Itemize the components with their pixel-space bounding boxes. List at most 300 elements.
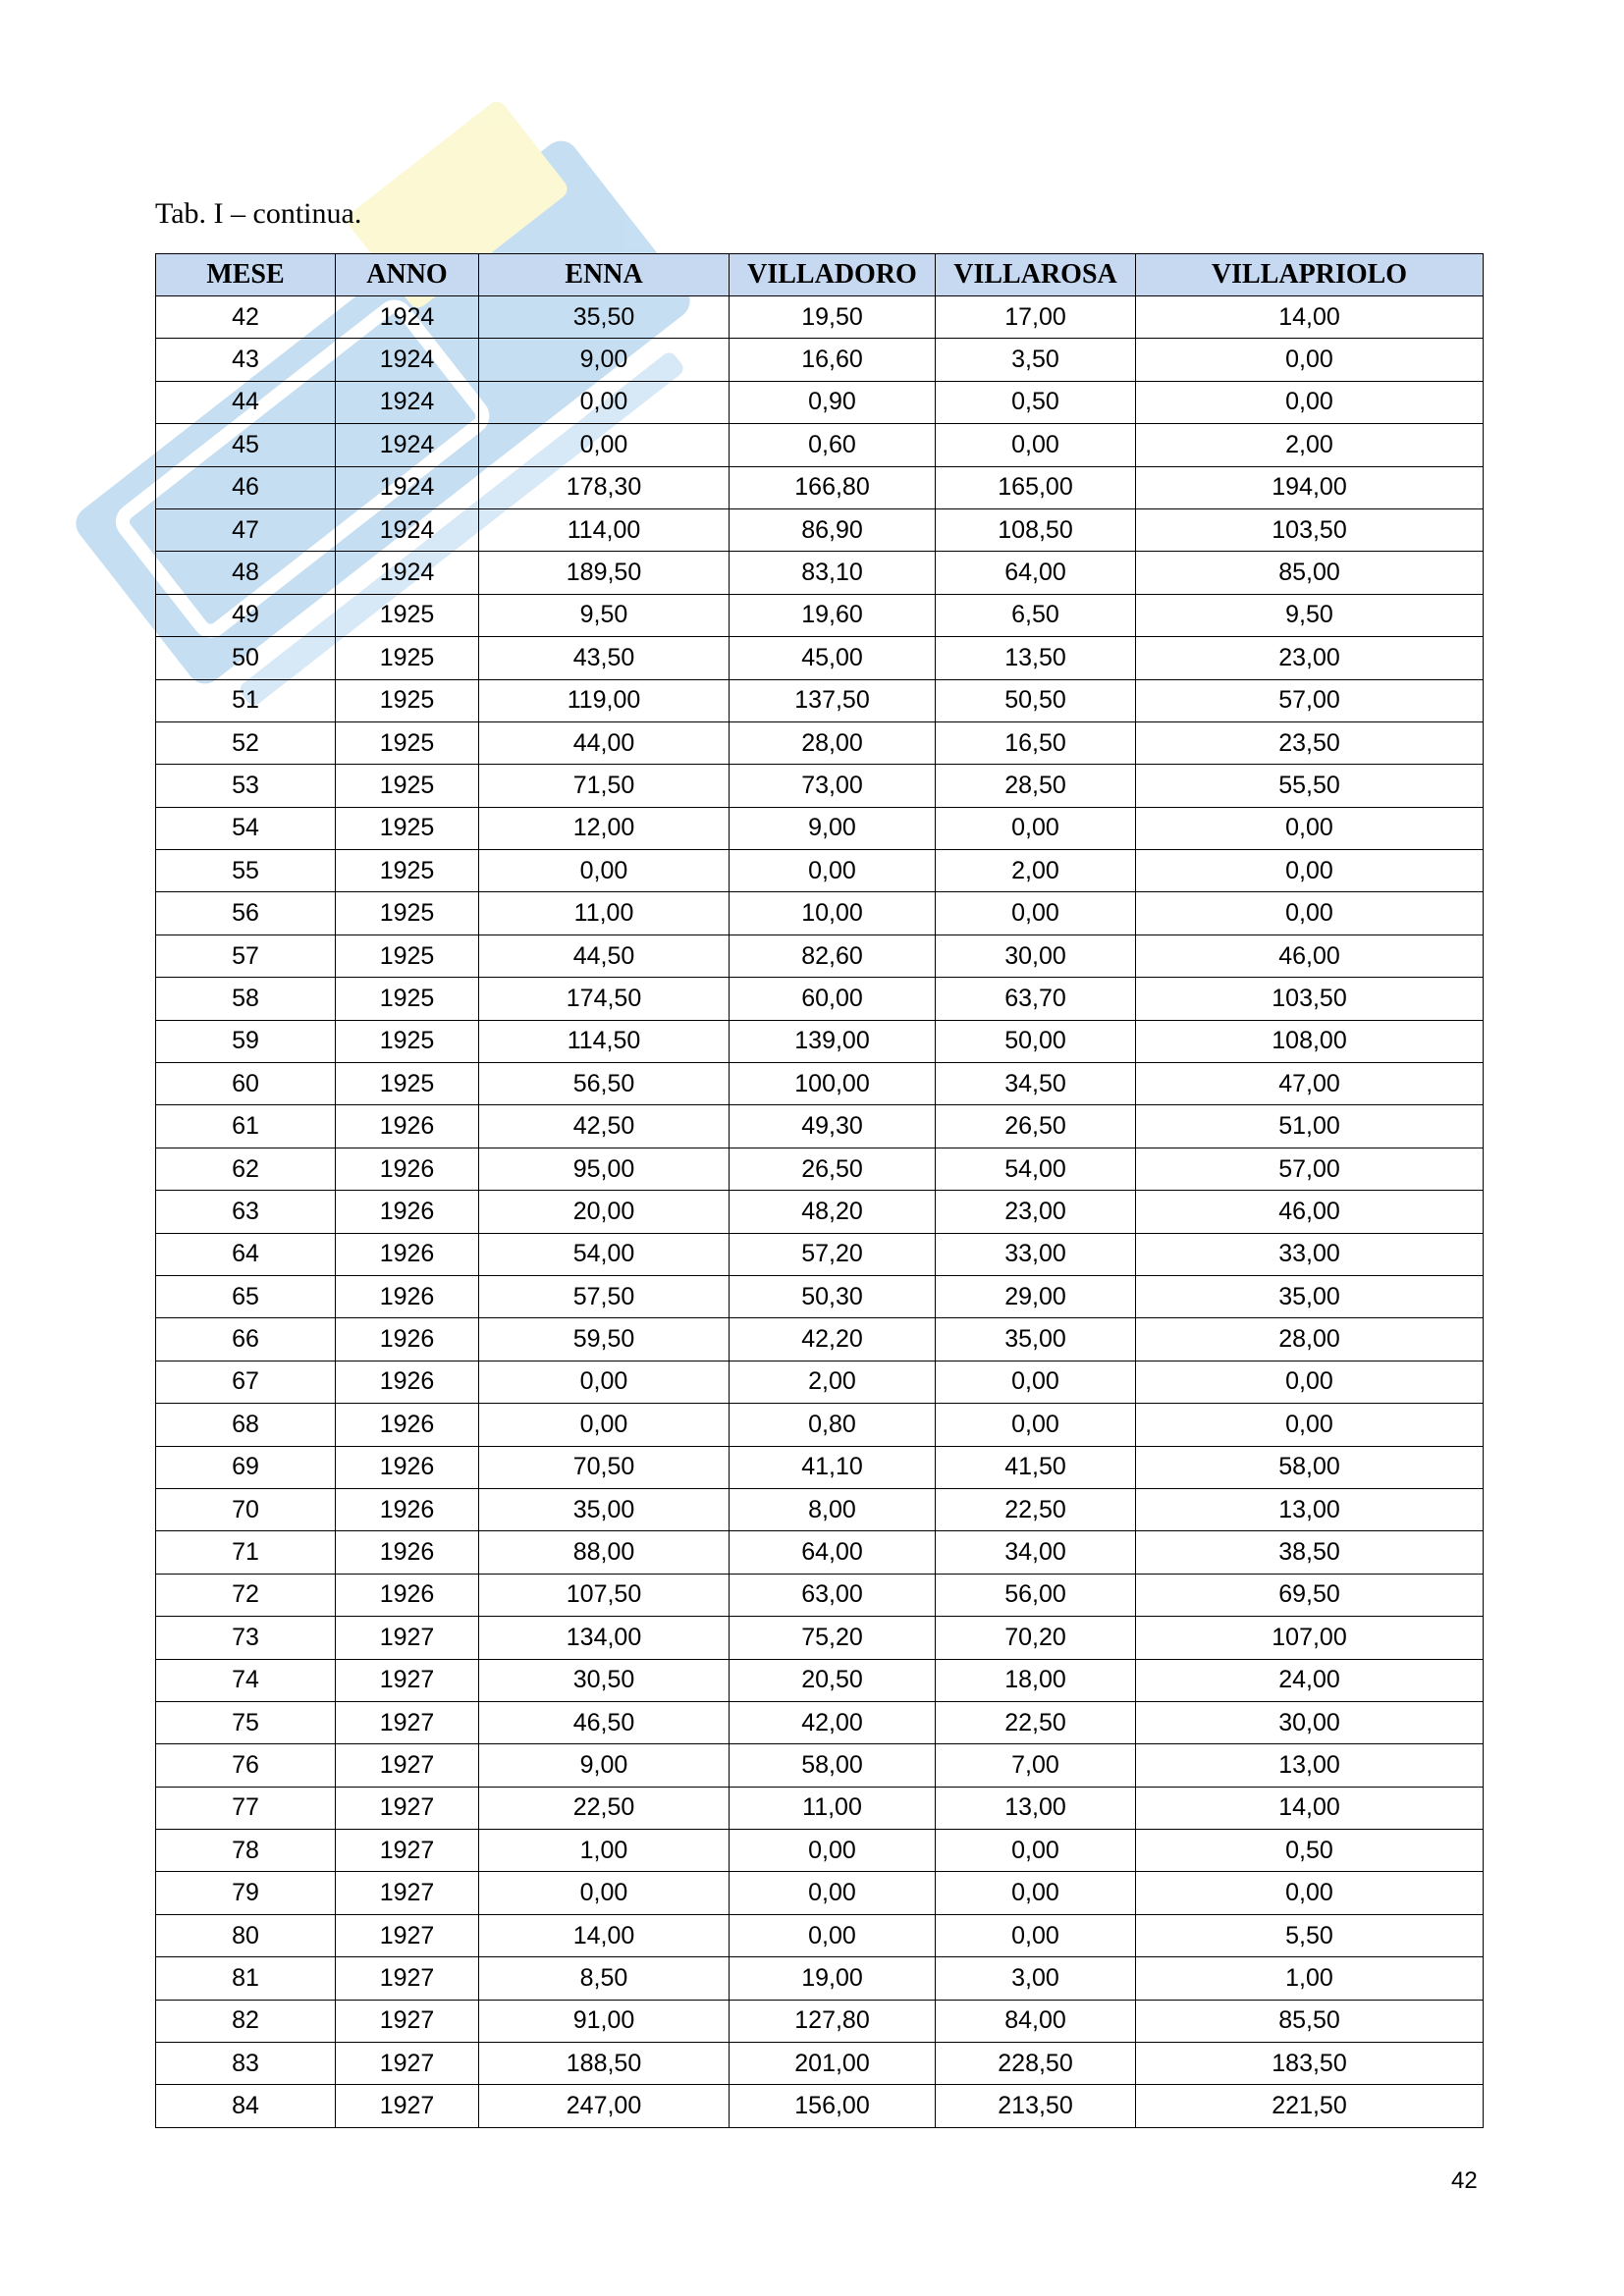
- cell-villapriolo: 23,50: [1136, 721, 1484, 764]
- cell-enna: 9,00: [479, 339, 730, 381]
- table-body: [156, 296, 1484, 2128]
- table-row: [156, 721, 1484, 764]
- cell-enna: 107,50: [479, 1574, 730, 1616]
- table-row: [156, 934, 1484, 977]
- table-row: [156, 1744, 1484, 1787]
- cell-anno: 1927: [336, 1957, 479, 2000]
- cell-anno: 1924: [336, 466, 479, 508]
- cell-villadoro: 28,00: [730, 721, 936, 764]
- cell-villarosa: 63,70: [936, 978, 1136, 1020]
- cell-villapriolo: 14,00: [1136, 1787, 1484, 1829]
- cell-mese: 71: [156, 1531, 336, 1574]
- cell-mese: 63: [156, 1191, 336, 1233]
- cell-anno: 1925: [336, 765, 479, 807]
- cell-villapriolo: 221,50: [1136, 2085, 1484, 2127]
- cell-enna: 134,00: [479, 1617, 730, 1659]
- cell-villarosa: 228,50: [936, 2043, 1136, 2085]
- cell-villapriolo: 1,00: [1136, 1957, 1484, 2000]
- cell-enna: 88,00: [479, 1531, 730, 1574]
- cell-villarosa: 22,50: [936, 1488, 1136, 1530]
- cell-mese: 80: [156, 1914, 336, 1956]
- cell-mese: 53: [156, 765, 336, 807]
- cell-villapriolo: 0,00: [1136, 807, 1484, 849]
- cell-enna: 0,00: [479, 381, 730, 423]
- table-row: [156, 1020, 1484, 1062]
- table-row: [156, 1446, 1484, 1488]
- table-row: [156, 1275, 1484, 1317]
- cell-villadoro: 86,90: [730, 508, 936, 551]
- cell-mese: 49: [156, 594, 336, 636]
- cell-villadoro: 139,00: [730, 1020, 936, 1062]
- cell-villarosa: 54,00: [936, 1148, 1136, 1190]
- table-row: [156, 637, 1484, 679]
- cell-villarosa: 22,50: [936, 1701, 1136, 1743]
- cell-villapriolo: 13,00: [1136, 1488, 1484, 1530]
- cell-anno: 1927: [336, 1787, 479, 1829]
- cell-villadoro: 2,00: [730, 1361, 936, 1403]
- cell-villarosa: 70,20: [936, 1617, 1136, 1659]
- cell-villadoro: 45,00: [730, 637, 936, 679]
- cell-villapriolo: 103,50: [1136, 508, 1484, 551]
- cell-enna: 12,00: [479, 807, 730, 849]
- cell-anno: 1925: [336, 1020, 479, 1062]
- cell-mese: 44: [156, 381, 336, 423]
- cell-villadoro: 63,00: [730, 1574, 936, 1616]
- cell-mese: 74: [156, 1659, 336, 1701]
- cell-villarosa: 108,50: [936, 508, 1136, 551]
- header-villarosa: VILLAROSA: [936, 254, 1136, 296]
- cell-anno: 1927: [336, 1830, 479, 1872]
- cell-anno: 1926: [336, 1361, 479, 1403]
- cell-villarosa: 64,00: [936, 552, 1136, 594]
- cell-enna: 189,50: [479, 552, 730, 594]
- cell-mese: 70: [156, 1488, 336, 1530]
- cell-villarosa: 3,50: [936, 339, 1136, 381]
- cell-anno: 1927: [336, 1744, 479, 1787]
- cell-anno: 1925: [336, 892, 479, 934]
- cell-villadoro: 75,20: [730, 1617, 936, 1659]
- table-row: [156, 1659, 1484, 1701]
- cell-villarosa: 50,00: [936, 1020, 1136, 1062]
- table-row: [156, 1063, 1484, 1105]
- cell-villadoro: 82,60: [730, 934, 936, 977]
- cell-mese: 61: [156, 1105, 336, 1148]
- cell-mese: 54: [156, 807, 336, 849]
- cell-villadoro: 137,50: [730, 679, 936, 721]
- cell-villarosa: 213,50: [936, 2085, 1136, 2127]
- cell-villapriolo: 13,00: [1136, 1744, 1484, 1787]
- cell-villapriolo: 0,00: [1136, 339, 1484, 381]
- cell-anno: 1927: [336, 2000, 479, 2042]
- cell-mese: 84: [156, 2085, 336, 2127]
- cell-enna: 0,00: [479, 1872, 730, 1914]
- cell-mese: 67: [156, 1361, 336, 1403]
- cell-enna: 0,00: [479, 1361, 730, 1403]
- cell-anno: 1927: [336, 1914, 479, 1956]
- cell-villarosa: 56,00: [936, 1574, 1136, 1616]
- table-row: [156, 1361, 1484, 1403]
- cell-villarosa: 41,50: [936, 1446, 1136, 1488]
- cell-enna: 14,00: [479, 1914, 730, 1956]
- cell-villarosa: 33,00: [936, 1233, 1136, 1275]
- cell-mese: 62: [156, 1148, 336, 1190]
- table-header-row: [156, 254, 1484, 296]
- cell-mese: 45: [156, 424, 336, 466]
- cell-anno: 1926: [336, 1488, 479, 1530]
- cell-anno: 1925: [336, 850, 479, 892]
- cell-villapriolo: 0,00: [1136, 381, 1484, 423]
- cell-enna: 114,00: [479, 508, 730, 551]
- cell-enna: 43,50: [479, 637, 730, 679]
- cell-mese: 58: [156, 978, 336, 1020]
- cell-villarosa: 30,00: [936, 934, 1136, 977]
- header-villadoro: VILLADORO: [730, 254, 936, 296]
- cell-villadoro: 58,00: [730, 1744, 936, 1787]
- cell-villarosa: 17,00: [936, 296, 1136, 339]
- cell-mese: 55: [156, 850, 336, 892]
- cell-villapriolo: 85,50: [1136, 2000, 1484, 2042]
- cell-mese: 43: [156, 339, 336, 381]
- cell-enna: 56,50: [479, 1063, 730, 1105]
- cell-mese: 57: [156, 934, 336, 977]
- cell-mese: 68: [156, 1404, 336, 1446]
- cell-villapriolo: 108,00: [1136, 1020, 1484, 1062]
- table-row: [156, 1957, 1484, 2000]
- table-row: [156, 2043, 1484, 2085]
- cell-villapriolo: 5,50: [1136, 1914, 1484, 1956]
- cell-villadoro: 50,30: [730, 1275, 936, 1317]
- cell-villapriolo: 35,00: [1136, 1275, 1484, 1317]
- table-row: [156, 424, 1484, 466]
- cell-enna: 35,00: [479, 1488, 730, 1530]
- table-row: [156, 1701, 1484, 1743]
- cell-enna: 0,00: [479, 850, 730, 892]
- table-row: [156, 1830, 1484, 1872]
- cell-enna: 30,50: [479, 1659, 730, 1701]
- cell-villadoro: 57,20: [730, 1233, 936, 1275]
- cell-enna: 114,50: [479, 1020, 730, 1062]
- cell-villapriolo: 30,00: [1136, 1701, 1484, 1743]
- cell-villadoro: 0,00: [730, 850, 936, 892]
- cell-mese: 60: [156, 1063, 336, 1105]
- table-row: [156, 892, 1484, 934]
- table-row: [156, 1318, 1484, 1361]
- cell-villarosa: 2,00: [936, 850, 1136, 892]
- cell-villadoro: 19,00: [730, 1957, 936, 2000]
- cell-villarosa: 165,00: [936, 466, 1136, 508]
- cell-villadoro: 49,30: [730, 1105, 936, 1148]
- cell-villapriolo: 23,00: [1136, 637, 1484, 679]
- cell-villadoro: 156,00: [730, 2085, 936, 2127]
- cell-enna: 71,50: [479, 765, 730, 807]
- cell-villarosa: 29,00: [936, 1275, 1136, 1317]
- table-row: [156, 1914, 1484, 1956]
- cell-anno: 1924: [336, 381, 479, 423]
- cell-villarosa: 0,00: [936, 1361, 1136, 1403]
- table-row: [156, 2085, 1484, 2127]
- cell-enna: 1,00: [479, 1830, 730, 1872]
- cell-villadoro: 0,00: [730, 1914, 936, 1956]
- table-row: [156, 2000, 1484, 2042]
- cell-mese: 78: [156, 1830, 336, 1872]
- cell-villadoro: 42,20: [730, 1318, 936, 1361]
- cell-anno: 1927: [336, 1872, 479, 1914]
- cell-enna: 91,00: [479, 2000, 730, 2042]
- cell-anno: 1924: [336, 424, 479, 466]
- cell-villadoro: 20,50: [730, 1659, 936, 1701]
- cell-villarosa: 18,00: [936, 1659, 1136, 1701]
- cell-villadoro: 64,00: [730, 1531, 936, 1574]
- cell-mese: 56: [156, 892, 336, 934]
- cell-enna: 11,00: [479, 892, 730, 934]
- cell-villadoro: 16,60: [730, 339, 936, 381]
- cell-enna: 247,00: [479, 2085, 730, 2127]
- cell-villapriolo: 69,50: [1136, 1574, 1484, 1616]
- cell-villapriolo: 46,00: [1136, 1191, 1484, 1233]
- cell-villadoro: 0,60: [730, 424, 936, 466]
- cell-villapriolo: 55,50: [1136, 765, 1484, 807]
- cell-anno: 1925: [336, 978, 479, 1020]
- cell-villarosa: 28,50: [936, 765, 1136, 807]
- cell-anno: 1926: [336, 1233, 479, 1275]
- cell-anno: 1926: [336, 1318, 479, 1361]
- cell-villarosa: 0,00: [936, 1830, 1136, 1872]
- cell-anno: 1926: [336, 1191, 479, 1233]
- cell-anno: 1924: [336, 296, 479, 339]
- cell-villadoro: 9,00: [730, 807, 936, 849]
- cell-mese: 73: [156, 1617, 336, 1659]
- cell-enna: 9,50: [479, 594, 730, 636]
- cell-mese: 42: [156, 296, 336, 339]
- cell-villarosa: 0,00: [936, 807, 1136, 849]
- cell-anno: 1926: [336, 1446, 479, 1488]
- cell-villarosa: 23,00: [936, 1191, 1136, 1233]
- cell-villapriolo: 85,00: [1136, 552, 1484, 594]
- cell-anno: 1927: [336, 2085, 479, 2127]
- cell-villarosa: 6,50: [936, 594, 1136, 636]
- table-row: [156, 339, 1484, 381]
- cell-villapriolo: 183,50: [1136, 2043, 1484, 2085]
- cell-anno: 1926: [336, 1404, 479, 1446]
- cell-villapriolo: 0,00: [1136, 1872, 1484, 1914]
- table-row: [156, 1531, 1484, 1574]
- cell-mese: 47: [156, 508, 336, 551]
- table-row: [156, 296, 1484, 339]
- cell-mese: 48: [156, 552, 336, 594]
- cell-villarosa: 0,50: [936, 381, 1136, 423]
- cell-villarosa: 7,00: [936, 1744, 1136, 1787]
- cell-enna: 178,30: [479, 466, 730, 508]
- cell-mese: 65: [156, 1275, 336, 1317]
- cell-enna: 54,00: [479, 1233, 730, 1275]
- cell-enna: 57,50: [479, 1275, 730, 1317]
- cell-anno: 1926: [336, 1275, 479, 1317]
- cell-anno: 1925: [336, 934, 479, 977]
- cell-enna: 42,50: [479, 1105, 730, 1148]
- header-mese: MESE: [156, 254, 336, 296]
- cell-mese: 59: [156, 1020, 336, 1062]
- cell-villadoro: 8,00: [730, 1488, 936, 1530]
- cell-villarosa: 35,00: [936, 1318, 1136, 1361]
- cell-anno: 1926: [336, 1531, 479, 1574]
- cell-villadoro: 48,20: [730, 1191, 936, 1233]
- cell-anno: 1927: [336, 2043, 479, 2085]
- cell-anno: 1924: [336, 508, 479, 551]
- cell-villadoro: 0,90: [730, 381, 936, 423]
- table-row: [156, 807, 1484, 849]
- cell-villarosa: 0,00: [936, 1914, 1136, 1956]
- cell-enna: 35,50: [479, 296, 730, 339]
- cell-anno: 1927: [336, 1659, 479, 1701]
- cell-villadoro: 201,00: [730, 2043, 936, 2085]
- cell-villapriolo: 107,00: [1136, 1617, 1484, 1659]
- cell-villadoro: 26,50: [730, 1148, 936, 1190]
- cell-villapriolo: 58,00: [1136, 1446, 1484, 1488]
- cell-mese: 82: [156, 2000, 336, 2042]
- cell-enna: 174,50: [479, 978, 730, 1020]
- cell-anno: 1925: [336, 637, 479, 679]
- cell-enna: 59,50: [479, 1318, 730, 1361]
- cell-anno: 1925: [336, 679, 479, 721]
- cell-villadoro: 0,00: [730, 1872, 936, 1914]
- cell-anno: 1924: [336, 339, 479, 381]
- cell-villapriolo: 14,00: [1136, 296, 1484, 339]
- cell-villadoro: 127,80: [730, 2000, 936, 2042]
- cell-villapriolo: 57,00: [1136, 679, 1484, 721]
- cell-anno: 1926: [336, 1148, 479, 1190]
- table-row: [156, 978, 1484, 1020]
- cell-villarosa: 0,00: [936, 892, 1136, 934]
- cell-villarosa: 13,50: [936, 637, 1136, 679]
- table-row: [156, 1404, 1484, 1446]
- cell-villarosa: 34,00: [936, 1531, 1136, 1574]
- cell-anno: 1925: [336, 807, 479, 849]
- cell-mese: 79: [156, 1872, 336, 1914]
- cell-villapriolo: 194,00: [1136, 466, 1484, 508]
- cell-mese: 72: [156, 1574, 336, 1616]
- cell-villarosa: 16,50: [936, 721, 1136, 764]
- cell-mese: 50: [156, 637, 336, 679]
- cell-villapriolo: 103,50: [1136, 978, 1484, 1020]
- table-row: [156, 1787, 1484, 1829]
- header-anno: ANNO: [336, 254, 479, 296]
- cell-enna: 95,00: [479, 1148, 730, 1190]
- table-row: [156, 679, 1484, 721]
- cell-villapriolo: 47,00: [1136, 1063, 1484, 1105]
- table-row: [156, 765, 1484, 807]
- cell-mese: 76: [156, 1744, 336, 1787]
- cell-mese: 75: [156, 1701, 336, 1743]
- cell-villarosa: 34,50: [936, 1063, 1136, 1105]
- cell-villarosa: 0,00: [936, 1404, 1136, 1446]
- cell-anno: 1926: [336, 1105, 479, 1148]
- header-villapriolo: VILLAPRIOLO: [1136, 254, 1484, 296]
- cell-mese: 64: [156, 1233, 336, 1275]
- cell-villadoro: 10,00: [730, 892, 936, 934]
- cell-enna: 70,50: [479, 1446, 730, 1488]
- cell-villarosa: 0,00: [936, 424, 1136, 466]
- cell-villadoro: 19,50: [730, 296, 936, 339]
- cell-enna: 9,00: [479, 1744, 730, 1787]
- table-row: [156, 850, 1484, 892]
- table-row: [156, 1191, 1484, 1233]
- cell-villapriolo: 38,50: [1136, 1531, 1484, 1574]
- cell-villadoro: 42,00: [730, 1701, 936, 1743]
- cell-villapriolo: 24,00: [1136, 1659, 1484, 1701]
- cell-villapriolo: 46,00: [1136, 934, 1484, 977]
- table-row: [156, 381, 1484, 423]
- cell-anno: 1924: [336, 552, 479, 594]
- cell-villarosa: 50,50: [936, 679, 1136, 721]
- table-row: [156, 1617, 1484, 1659]
- cell-villadoro: 0,00: [730, 1830, 936, 1872]
- cell-enna: 188,50: [479, 2043, 730, 2085]
- cell-villarosa: 84,00: [936, 2000, 1136, 2042]
- cell-villadoro: 11,00: [730, 1787, 936, 1829]
- cell-enna: 22,50: [479, 1787, 730, 1829]
- cell-villapriolo: 0,50: [1136, 1830, 1484, 1872]
- cell-villapriolo: 2,00: [1136, 424, 1484, 466]
- table-row: [156, 552, 1484, 594]
- table-row: [156, 1105, 1484, 1148]
- cell-villapriolo: 57,00: [1136, 1148, 1484, 1190]
- cell-villadoro: 73,00: [730, 765, 936, 807]
- cell-villadoro: 166,80: [730, 466, 936, 508]
- cell-enna: 46,50: [479, 1701, 730, 1743]
- cell-villapriolo: 0,00: [1136, 850, 1484, 892]
- cell-anno: 1927: [336, 1701, 479, 1743]
- cell-villapriolo: 51,00: [1136, 1105, 1484, 1148]
- cell-villadoro: 19,60: [730, 594, 936, 636]
- table-row: [156, 1574, 1484, 1616]
- cell-villapriolo: 9,50: [1136, 594, 1484, 636]
- table-row: [156, 1488, 1484, 1530]
- cell-anno: 1927: [336, 1617, 479, 1659]
- cell-villapriolo: 33,00: [1136, 1233, 1484, 1275]
- cell-villadoro: 83,10: [730, 552, 936, 594]
- cell-villapriolo: 0,00: [1136, 892, 1484, 934]
- cell-anno: 1925: [336, 1063, 479, 1105]
- cell-enna: 8,50: [479, 1957, 730, 2000]
- cell-mese: 77: [156, 1787, 336, 1829]
- cell-enna: 0,00: [479, 424, 730, 466]
- header-enna: ENNA: [479, 254, 730, 296]
- table-row: [156, 508, 1484, 551]
- cell-enna: 0,00: [479, 1404, 730, 1446]
- cell-mese: 83: [156, 2043, 336, 2085]
- table-row: [156, 466, 1484, 508]
- cell-villarosa: 26,50: [936, 1105, 1136, 1148]
- rainfall-table: [155, 253, 1484, 2128]
- cell-villarosa: 13,00: [936, 1787, 1136, 1829]
- cell-mese: 52: [156, 721, 336, 764]
- cell-anno: 1925: [336, 594, 479, 636]
- cell-villadoro: 60,00: [730, 978, 936, 1020]
- cell-anno: 1926: [336, 1574, 479, 1616]
- cell-villadoro: 0,80: [730, 1404, 936, 1446]
- cell-enna: 44,50: [479, 934, 730, 977]
- cell-villadoro: 41,10: [730, 1446, 936, 1488]
- cell-mese: 69: [156, 1446, 336, 1488]
- table-row: [156, 594, 1484, 636]
- cell-mese: 66: [156, 1318, 336, 1361]
- table-row: [156, 1872, 1484, 1914]
- cell-villapriolo: 0,00: [1136, 1361, 1484, 1403]
- cell-villapriolo: 0,00: [1136, 1404, 1484, 1446]
- table-row: [156, 1233, 1484, 1275]
- cell-mese: 51: [156, 679, 336, 721]
- cell-anno: 1925: [336, 721, 479, 764]
